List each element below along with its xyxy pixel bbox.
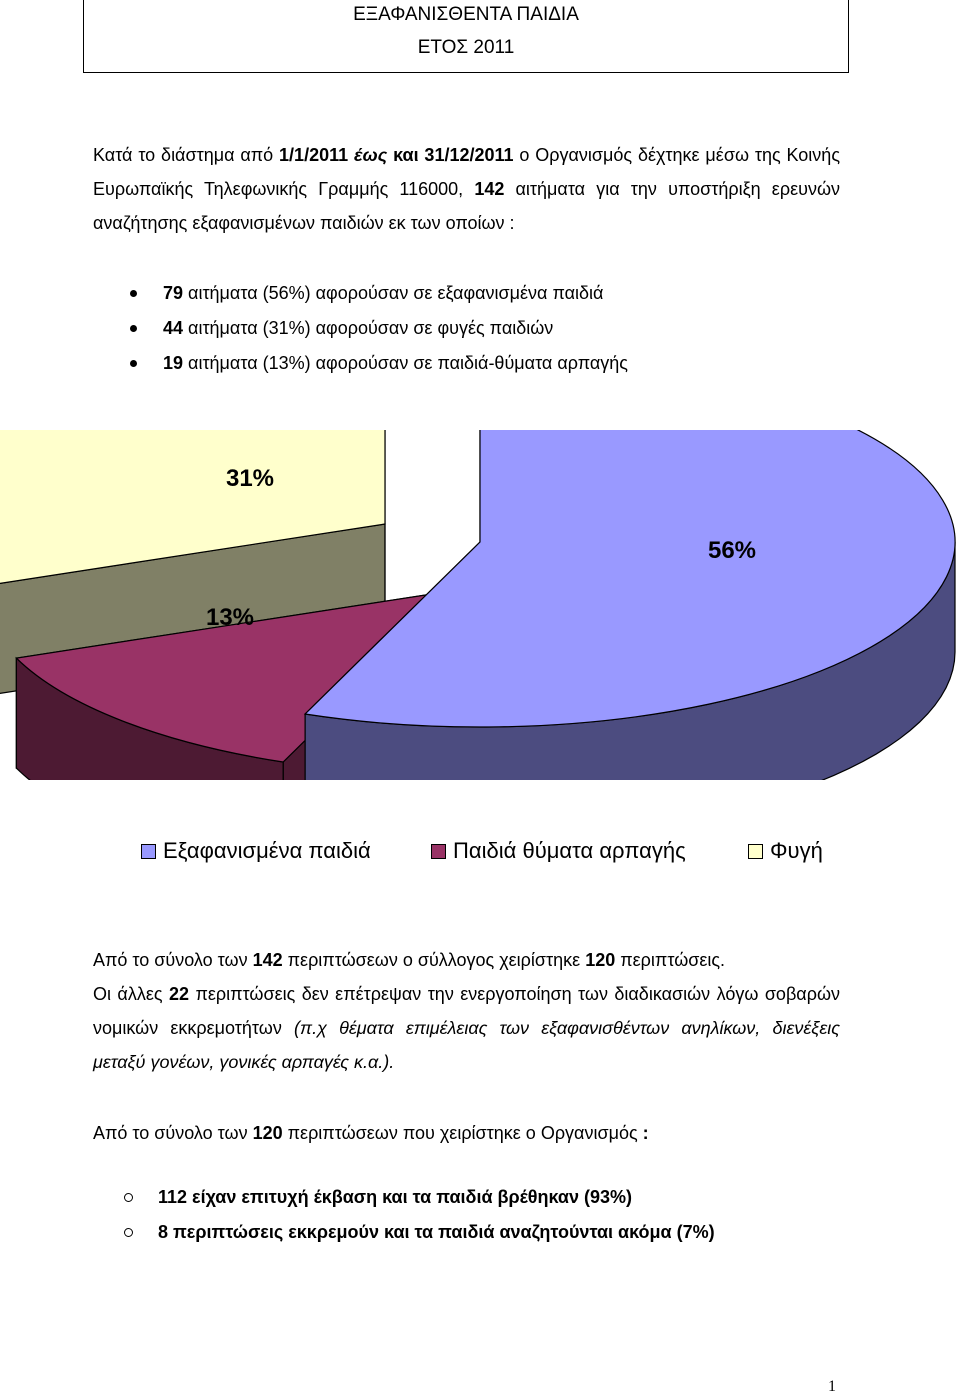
total-cases: 142 [252, 950, 283, 970]
bullet-icon [130, 360, 137, 367]
handling-text: περιπτώσεων ο σύλλογος χειρίστηκε [282, 950, 586, 970]
handling-text: Οι άλλες [93, 984, 169, 1004]
page-number: 1 [828, 1378, 836, 1395]
intro-end-date: και 31/12/2011 [387, 145, 514, 165]
request-description: αιτήματα (56%) αφορούσαν σε εξαφανισμένα παιδιά [183, 283, 604, 303]
request-count: 19 [163, 353, 184, 373]
bullet-icon [130, 325, 137, 332]
handled-cases: 120 [585, 950, 616, 970]
intro-text: ο Οργανισμός δέχτηκε μέσω της Κοινής Ευρωπαϊκής Τηλεφωνικής Γραμμής 116000, [93, 145, 840, 199]
outcome-text: 112 είχαν επιτυχή έκβαση και τα παιδιά βρέθηκαν (93%) [158, 1187, 633, 1207]
handling-text: Από το σύνολο των [93, 950, 253, 970]
intro-start-date: 1/1/2011 [279, 145, 354, 165]
list-item [124, 1180, 715, 1215]
request-count: 44 [163, 318, 184, 338]
pie-chart [0, 430, 960, 780]
intro-request-count: 142 [474, 179, 505, 199]
request-description: αιτήματα (13%) αφορούσαν σε παιδιά-θύματα αρπαγής [183, 353, 628, 373]
title-box [83, 0, 849, 73]
intro-text: Κατά το διάστημα από [93, 145, 280, 165]
list-item [130, 346, 628, 381]
list-item [130, 276, 628, 311]
circle-bullet-icon [124, 1193, 133, 1202]
handling-text: περιπτώσεις δεν επέτρεψαν την ενεργοποίηση των διαδικασιών λόγω σοβαρών νομικών εκκρεμοτήτων [93, 984, 841, 1038]
pie-data-label-runaway: 31% [225, 465, 275, 492]
handling-paragraph [93, 943, 840, 1079]
legend-swatch-runaway [748, 844, 763, 859]
circle-bullet-icon [124, 1228, 133, 1237]
request-breakdown-list [130, 276, 628, 381]
legend-label: Παιδιά θύματα αρπαγής [453, 838, 686, 863]
handling-examples: (π.χ θέματα επιμέλειας των εξαφανισθέντων ανηλίκων, διενέξεις μεταξύ γονέων, γονικές αρπαγές κ.α.). [93, 1018, 840, 1072]
intro-paragraph [93, 138, 840, 240]
legend-swatch-abduction [431, 844, 446, 859]
handling-text: περιπτώσεις. [615, 950, 726, 970]
outcome-intro [93, 1116, 840, 1150]
list-item [124, 1215, 715, 1250]
outcome-text: περιπτώσεων που χειρίστηκε ο Οργανισμός [282, 1123, 643, 1143]
document-year: ΕΤΟΣ 2011 [417, 37, 515, 58]
document-title: ΕΞΑΦΑΝΙΣΘΕΝΤΑ ΠΑΙΔΙΑ [353, 4, 579, 25]
legend-label: Φυγή [770, 838, 823, 863]
pie-data-label-missing: 56% [707, 537, 757, 564]
list-item [130, 311, 628, 346]
outcome-list [124, 1180, 715, 1250]
handled-cases: 120 [252, 1123, 283, 1143]
pie-data-label-abduction: 13% [205, 604, 255, 631]
outcome-text: Από το σύνολο των [93, 1123, 253, 1143]
request-count: 79 [163, 283, 184, 303]
intro-until: έως [353, 145, 388, 165]
bullet-icon [130, 290, 137, 297]
request-description: αιτήματα (31%) αφορούσαν σε φυγές παιδιών [183, 318, 554, 338]
legend-swatch-missing [141, 844, 156, 859]
other-cases: 22 [168, 984, 190, 1004]
legend-label: Εξαφανισμένα παιδιά [163, 838, 371, 863]
intro-text: αιτήματα για την υποστήριξη ερευνών αναζήτησης εξαφανισμένων παιδιών εκ των οποίων : [93, 179, 840, 233]
outcome-colon: : [642, 1123, 649, 1143]
outcome-text: 8 περιπτώσεις εκκρεμούν και τα παιδιά αναζητούνται ακόμα (7%) [158, 1222, 715, 1242]
